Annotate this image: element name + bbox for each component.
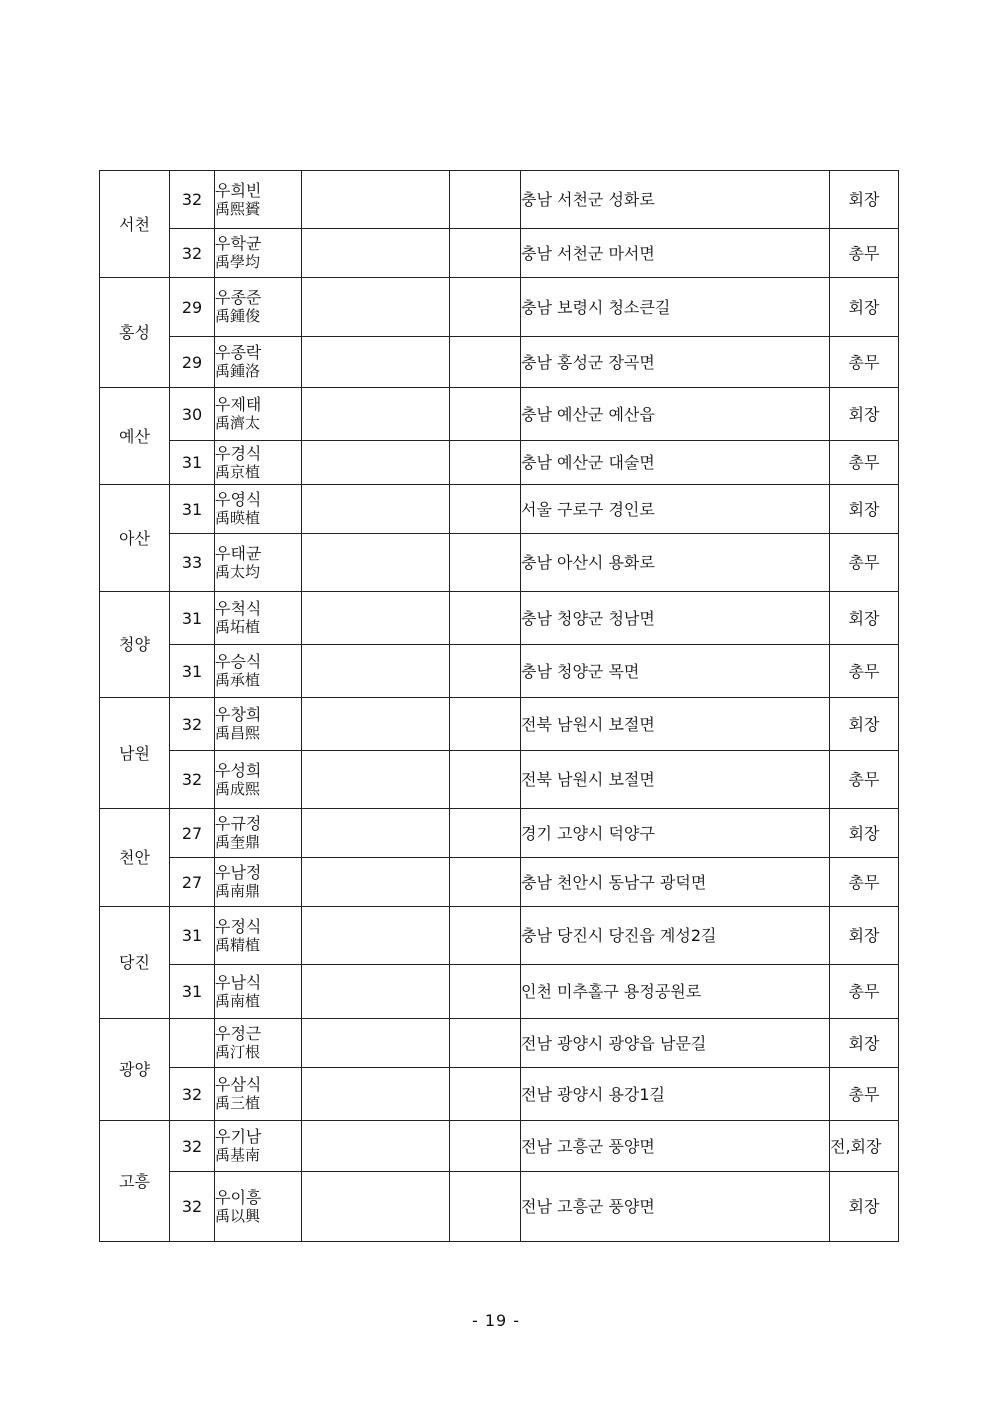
name-cell [215, 698, 302, 751]
empty-cell [450, 751, 521, 809]
empty-cell [450, 1172, 521, 1242]
generation-cell: 31 [170, 907, 215, 965]
role-cell: 총무 [830, 645, 899, 698]
address-cell: 인천 미추홀구 용정공원로 [521, 965, 830, 1019]
empty-cell [302, 858, 450, 907]
empty-cell [302, 751, 450, 809]
name-hanja: 禹鍾洛 [215, 362, 261, 380]
name-hanja: 禹精植 [215, 935, 261, 954]
role-cell: 회장 [830, 809, 899, 858]
name-korean: 우창희 [215, 705, 262, 724]
generation-cell: 30 [170, 388, 215, 441]
role-cell: 회장 [830, 278, 899, 337]
generation-cell: 31 [170, 441, 215, 485]
empty-cell [450, 965, 521, 1019]
empty-cell [450, 592, 521, 645]
table-row [100, 698, 899, 751]
address-cell: 서울 구로구 경인로 [521, 485, 830, 534]
name-korean: 우삼식 [215, 1075, 262, 1094]
name-hanja: 禹以興 [215, 1206, 261, 1225]
name-cell [215, 907, 302, 965]
name-hanja: 禹太均 [215, 562, 261, 581]
address-cell: 전북 남원시 보절면 [521, 751, 830, 809]
generation-cell: 32 [170, 1121, 215, 1172]
role-cell: 회장 [830, 171, 899, 229]
region-cell: 광양 [100, 1019, 170, 1121]
name-korean: 우희빈 [215, 180, 262, 200]
empty-cell [302, 441, 450, 485]
name-hanja: 禹鍾俊 [215, 307, 261, 325]
empty-cell [450, 645, 521, 698]
address-cell: 전남 고흥군 풍양면 [521, 1121, 830, 1172]
name-korean: 우남식 [215, 972, 262, 992]
address-cell: 충남 보령시 청소큰길 [521, 278, 830, 337]
empty-cell [302, 698, 450, 751]
role-cell: 총무 [830, 1068, 899, 1121]
empty-cell [302, 388, 450, 441]
address-cell: 충남 예산군 대술면 [521, 441, 830, 485]
table-row [100, 441, 899, 485]
role-cell: 총무 [830, 337, 899, 388]
name-cell [215, 1172, 302, 1242]
empty-cell [302, 534, 450, 592]
table-row [100, 337, 899, 388]
address-cell: 전남 광양시 용강1길 [521, 1068, 830, 1121]
generation-cell: 32 [170, 698, 215, 751]
table-row [100, 592, 899, 645]
role-cell: 총무 [830, 441, 899, 485]
address-cell: 충남 서천군 마서면 [521, 229, 830, 278]
empty-cell [302, 1121, 450, 1172]
empty-cell [450, 1019, 521, 1068]
empty-cell [302, 592, 450, 645]
region-cell: 예산 [100, 388, 170, 485]
role-cell: 총무 [830, 534, 899, 592]
name-cell [215, 388, 302, 441]
empty-cell [302, 809, 450, 858]
address-cell: 충남 당진시 당진읍 계성2길 [521, 907, 830, 965]
role-cell: 회장 [830, 907, 899, 965]
name-korean: 우경식 [215, 443, 262, 463]
name-hanja: 禹奎鼎 [215, 833, 261, 851]
region-cell: 고흥 [100, 1121, 170, 1242]
name-hanja: 禹京植 [215, 462, 261, 481]
region-cell: 남원 [100, 698, 170, 809]
name-hanja: 禹濟太 [215, 414, 261, 432]
generation-cell: 31 [170, 645, 215, 698]
table-row [100, 278, 899, 337]
name-korean: 우성희 [215, 760, 262, 780]
name-korean: 우학균 [215, 234, 262, 253]
address-cell: 충남 예산군 예산읍 [521, 388, 830, 441]
generation-cell: 32 [170, 171, 215, 229]
empty-cell [450, 534, 521, 592]
name-cell [215, 645, 302, 698]
name-korean: 우종준 [215, 288, 262, 307]
empty-cell [302, 278, 450, 337]
region-cell: 당진 [100, 907, 170, 1019]
name-korean: 우정식 [215, 916, 262, 936]
name-korean: 우승식 [215, 652, 262, 671]
table-row [100, 1121, 899, 1172]
generation-cell: 31 [170, 592, 215, 645]
name-korean: 우이흥 [215, 1187, 262, 1207]
name-cell [215, 809, 302, 858]
address-cell: 충남 천안시 동남구 광덕면 [521, 858, 830, 907]
table-row [100, 907, 899, 965]
empty-cell [302, 1068, 450, 1121]
empty-cell [450, 1068, 521, 1121]
empty-cell [302, 171, 450, 229]
address-cell: 충남 서천군 성화로 [521, 171, 830, 229]
empty-cell [302, 1172, 450, 1242]
empty-cell [450, 858, 521, 907]
name-cell [215, 1068, 302, 1121]
name-cell [215, 858, 302, 907]
address-cell: 충남 홍성군 장곡면 [521, 337, 830, 388]
role-cell: 총무 [830, 229, 899, 278]
table-row [100, 1068, 899, 1121]
region-cell: 천안 [100, 809, 170, 907]
name-hanja: 禹南植 [215, 991, 261, 1010]
address-cell: 충남 청양군 목면 [521, 645, 830, 698]
generation-cell: 32 [170, 751, 215, 809]
name-korean: 우영식 [215, 490, 262, 509]
empty-cell [450, 907, 521, 965]
region-cell: 홍성 [100, 278, 170, 388]
name-cell [215, 534, 302, 592]
generation-cell: 27 [170, 858, 215, 907]
address-cell: 전남 광양시 광양읍 남문길 [521, 1019, 830, 1068]
region-cell: 서천 [100, 171, 170, 278]
name-korean: 우제태 [215, 395, 262, 414]
role-cell: 총무 [830, 858, 899, 907]
name-cell [215, 337, 302, 388]
generation-cell: 29 [170, 278, 215, 337]
table-row [100, 534, 899, 592]
name-hanja: 禹暎植 [215, 509, 261, 527]
empty-cell [302, 337, 450, 388]
table-row [100, 1019, 899, 1068]
empty-cell [450, 698, 521, 751]
name-cell [215, 171, 302, 229]
address-cell: 경기 고양시 덕양구 [521, 809, 830, 858]
role-cell: 총무 [830, 751, 899, 809]
name-cell [215, 1019, 302, 1068]
generation-cell: 31 [170, 485, 215, 534]
name-hanja: 禹基南 [215, 1146, 261, 1164]
generation-cell: 33 [170, 534, 215, 592]
generation-cell: 29 [170, 337, 215, 388]
empty-cell [450, 229, 521, 278]
table-row [100, 229, 899, 278]
name-hanja: 禹南鼎 [215, 882, 261, 900]
generation-cell: 32 [170, 1172, 215, 1242]
name-cell [215, 1121, 302, 1172]
empty-cell [302, 645, 450, 698]
address-cell: 전북 남원시 보절면 [521, 698, 830, 751]
page-number: - 19 - [471, 1311, 521, 1330]
role-cell: 회장 [830, 485, 899, 534]
name-korean: 우척식 [215, 599, 262, 618]
table-row [100, 965, 899, 1019]
member-roster-table [99, 170, 899, 1242]
name-korean: 우남정 [215, 863, 262, 882]
name-hanja: 禹坧植 [215, 618, 261, 636]
name-korean: 우기남 [215, 1127, 262, 1146]
name-hanja: 禹熙贇 [215, 199, 261, 218]
name-hanja: 禹三植 [215, 1094, 261, 1112]
name-korean: 우정근 [215, 1024, 262, 1043]
empty-cell [302, 965, 450, 1019]
empty-cell [450, 278, 521, 337]
name-cell [215, 592, 302, 645]
empty-cell [302, 907, 450, 965]
empty-cell [450, 485, 521, 534]
name-cell [215, 229, 302, 278]
table-row [100, 858, 899, 907]
name-korean: 우종락 [215, 343, 262, 362]
table-row [100, 1172, 899, 1242]
name-cell [215, 278, 302, 337]
role-cell: 회장 [830, 1172, 899, 1242]
empty-cell [302, 229, 450, 278]
role-cell: 회장 [830, 1019, 899, 1068]
role-cell: 전,회장 [830, 1121, 899, 1172]
address-cell: 충남 청양군 청남면 [521, 592, 830, 645]
region-cell: 아산 [100, 485, 170, 592]
generation-cell [170, 1019, 215, 1068]
empty-cell [450, 171, 521, 229]
name-hanja: 禹學均 [215, 253, 261, 271]
empty-cell [450, 337, 521, 388]
generation-cell: 27 [170, 809, 215, 858]
name-korean: 우태균 [215, 543, 262, 563]
empty-cell [302, 485, 450, 534]
empty-cell [450, 1121, 521, 1172]
table-row [100, 645, 899, 698]
table-row [100, 171, 899, 229]
generation-cell: 32 [170, 1068, 215, 1121]
name-cell [215, 965, 302, 1019]
table-row [100, 751, 899, 809]
table-row [100, 809, 899, 858]
name-cell [215, 485, 302, 534]
empty-cell [450, 441, 521, 485]
empty-cell [302, 1019, 450, 1068]
empty-cell [450, 388, 521, 441]
empty-cell [450, 809, 521, 858]
name-cell [215, 441, 302, 485]
name-hanja: 禹成熙 [215, 779, 261, 798]
name-hanja: 禹汀根 [215, 1043, 261, 1061]
address-cell: 충남 아산시 용화로 [521, 534, 830, 592]
role-cell: 총무 [830, 965, 899, 1019]
name-hanja: 禹承植 [215, 671, 261, 689]
region-cell: 청양 [100, 592, 170, 698]
address-cell: 전남 고흥군 풍양면 [521, 1172, 830, 1242]
role-cell: 회장 [830, 698, 899, 751]
name-cell [215, 751, 302, 809]
name-hanja: 禹昌熙 [215, 724, 261, 742]
generation-cell: 32 [170, 229, 215, 278]
role-cell: 회장 [830, 592, 899, 645]
role-cell: 회장 [830, 388, 899, 441]
generation-cell: 31 [170, 965, 215, 1019]
table-row [100, 485, 899, 534]
name-korean: 우규정 [215, 814, 262, 833]
table-row [100, 388, 899, 441]
